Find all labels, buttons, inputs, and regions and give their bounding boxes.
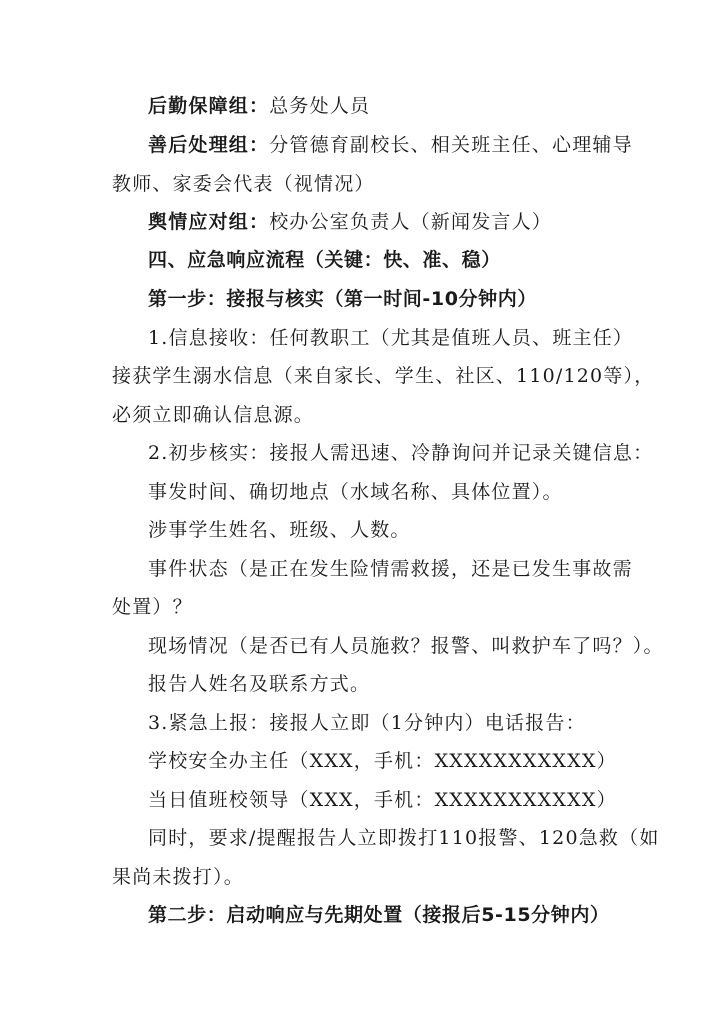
contact-line: 当日值班校领导（XXX，手机：XXXXXXXXXXX） <box>148 789 617 811</box>
step-1-heading: 第一步：接报与核实（第一时间-10分钟内） <box>148 288 537 310</box>
group-logistics-members: 总务处人员 <box>269 95 371 117</box>
group-aftermath-label: 善后处理组： <box>148 134 270 156</box>
paragraph-line: 处置）？ <box>112 596 193 618</box>
paragraph-line: 涉事学生姓名、班级、人数。 <box>148 519 411 541</box>
paragraph-line: 接获学生溺水信息（来自家长、学生、社区、110/120等）， <box>112 365 655 387</box>
group-logistics <box>148 94 370 118</box>
paragraph-line: 果尚未拨打）。 <box>112 866 244 888</box>
paragraph-line: 报告人姓名及联系方式。 <box>148 673 371 695</box>
paragraph-line: 事发时间、确切地点（水域名称、具体位置）。 <box>148 481 563 503</box>
group-public-opinion-members: 校办公室负责人（新闻发言人） <box>269 211 553 233</box>
paragraph-line: 1.信息接收：任何教职工（尤其是值班人员、班主任） <box>148 327 634 349</box>
paragraph-line: 现场情况（是否已有人员施救？报警、叫救护车了吗？）。 <box>148 635 664 657</box>
group-aftermath <box>148 133 633 157</box>
paragraph-line: 3.紧急上报：接报人立即（1分钟内）电话报告： <box>148 712 586 734</box>
section-heading-4: 四、应急响应流程（关键：快、准、稳） <box>148 249 501 271</box>
group-public-opinion <box>148 210 552 234</box>
paragraph-line: 同时，要求/提醒报告人立即拨打110报警、120急救（如 <box>148 827 660 849</box>
group-public-opinion-label: 舆情应对组： <box>148 211 270 233</box>
group-aftermath-continued: 教师、家委会代表（视情况） <box>112 173 375 195</box>
paragraph-line: 必须立即确认信息源。 <box>112 404 315 426</box>
paragraph-line: 事件状态（是正在发生险情需救援，还是已发生事故需 <box>148 558 633 580</box>
contact-line: 学校安全办主任（XXX，手机：XXXXXXXXXXX） <box>148 750 617 772</box>
paragraph-line: 2.初步核实：接报人需迅速、冷静询问并记录关键信息： <box>148 442 654 464</box>
group-logistics-label: 后勤保障组： <box>148 95 270 117</box>
step-2-heading: 第二步：启动响应与先期处置（接报后5-15分钟内） <box>148 904 610 926</box>
group-aftermath-members: 分管德育副校长、相关班主任、心理辅导 <box>269 134 633 156</box>
